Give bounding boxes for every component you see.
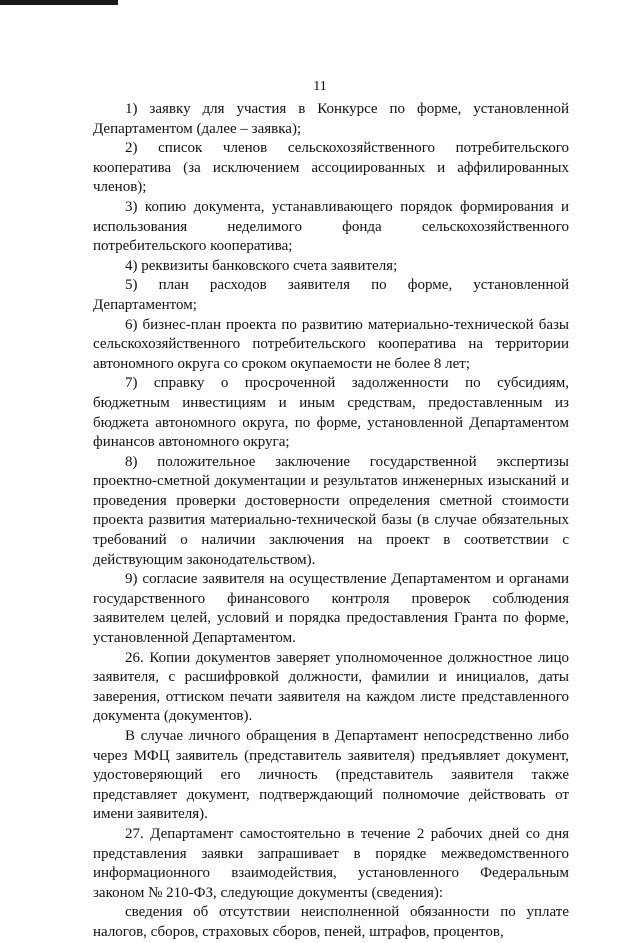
- list-item-1: 1) заявку для участия в Конкурсе по форме, установленной Департаментом (далее – заявка);: [93, 101, 569, 137]
- list-item-6: 6) бизнес-план проекта по развитию материально-технической базы сельскохозяйственного потребительского кооператива на территории автономного округа со сроком окупаемости не более 8 лет;: [93, 316, 569, 372]
- list-item-5: 5) план расходов заявителя по форме, установленной Департаментом;: [93, 277, 569, 313]
- list-item-7: 7) справку о просроченной задолженности по субсидиям, бюджетным инвестициям и иным средствам, предоставленным из бюджета автономного округа, по форме, установленной Департаментом финансов автономного округа;: [93, 375, 569, 451]
- clause-26: 26. Копии документов заверяет уполномоченное должностное лицо заявителя, с расшифровкой должности, фамилии и инициалов, даты заверения, оттиском печати заявителя на каждом листе представленного документа (документов).: [93, 649, 569, 725]
- page-number: 11: [313, 79, 327, 94]
- list-item-3: 3) копию документа, устанавливающего порядок формирования и использования неделимого фонда сельскохозяйственного потребительского кооператива;: [93, 198, 569, 255]
- document-body: [93, 100, 569, 943]
- list-item-8: 8) положительное заключение государственной экспертизы проектно-сметной документации и результатов инженерных изысканий и проведения проверки достоверности определения сметной стоимости проекта развития материально-технической базы (в случае обязательных требований о наличии заключения на проект в соответствии с действующим законодательством).: [93, 453, 569, 568]
- list-item-4: 4) реквизиты банковского счета заявителя;: [125, 257, 398, 274]
- list-item-2: 2) список членов сельскохозяйственного потребительского кооператива (за исключением ассоциированных и аффилированных членов);: [93, 140, 569, 196]
- list-item-9: 9) согласие заявителя на осуществление Департаментом и органами государственного финансового контроля проверок соблюдения заявителем целей, условий и порядка предоставления Гранта по форме, установленной Департаментом.: [93, 571, 569, 647]
- clause-27-item: сведения об отсутствии неисполненной обязанности по уплате налогов, сборов, страховых сборов, пеней, штрафов, процентов,: [93, 904, 569, 940]
- scan-edge-mark: [0, 0, 118, 5]
- clause-27: 27. Департамент самостоятельно в течение 2 рабочих дней со дня представления заявки запрашивает в порядке межведомственного информационного взаимодействия, установленного Федеральным законом № 210-ФЗ, следующие документы (сведения):: [93, 825, 569, 901]
- clause-26-personal-appeal: В случае личного обращения в Департамент непосредственно либо через МФЦ заявитель (представитель заявителя) предъявляет документ, удостоверяющий его личность (представитель заявителя также представляет документ, подтверждающий полномочие действовать от имени заявителя).: [93, 728, 569, 823]
